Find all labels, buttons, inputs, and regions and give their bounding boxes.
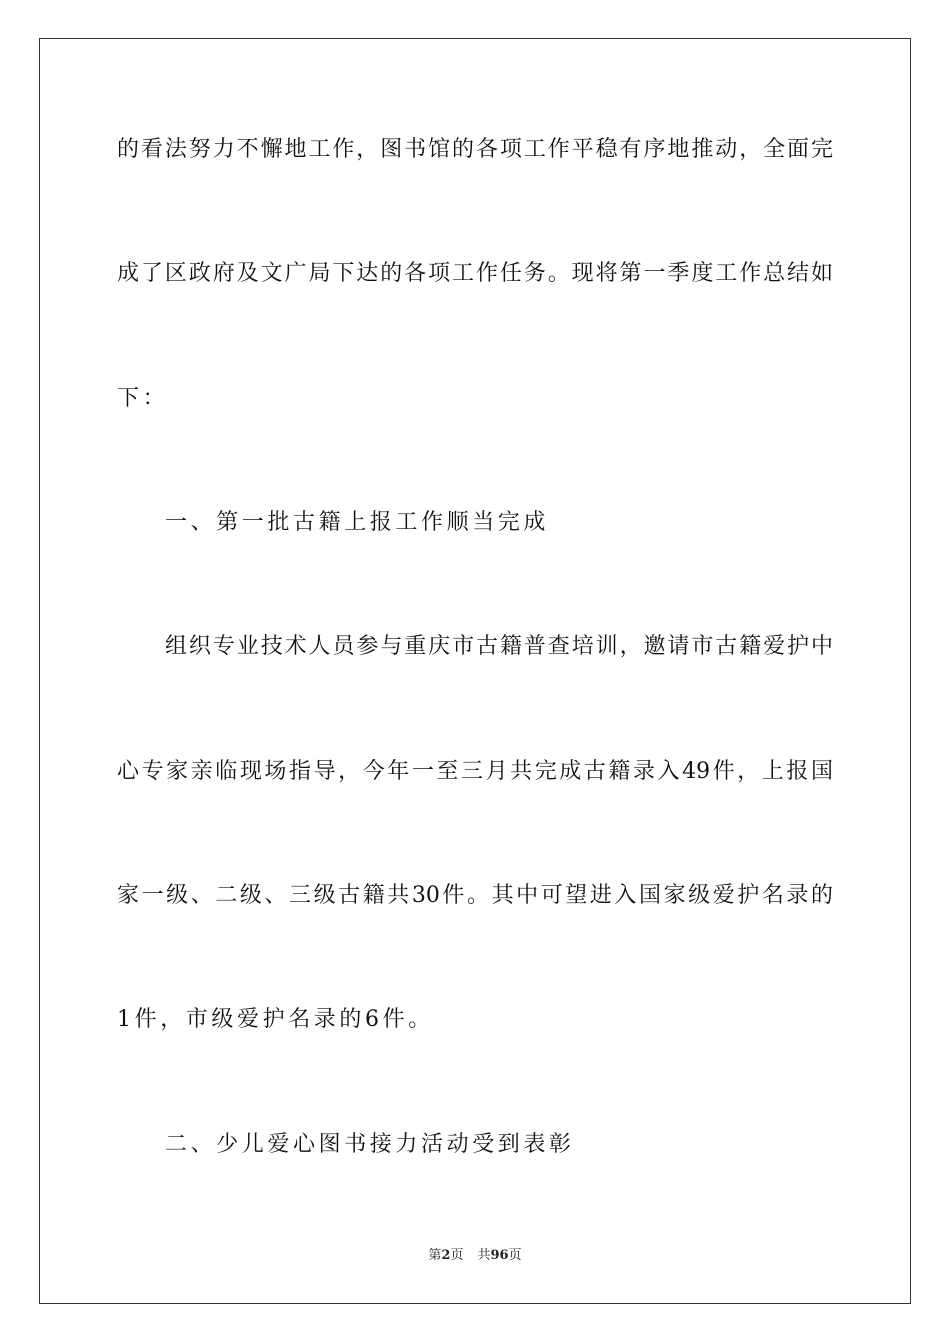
body-line: 1件，市级爱护名录的6件。 bbox=[117, 1007, 434, 1032]
body-line: 心专家亲临现场指导，今年一至三月共完成古籍录入49件，上报国 bbox=[117, 759, 833, 784]
body-line: 组织专业技术人员参与重庆市古籍普查培训，邀请市古籍爱护中 bbox=[165, 634, 833, 659]
current-page-number: 2 bbox=[441, 1248, 451, 1263]
page-prefix: 第 bbox=[428, 1248, 442, 1263]
body-line: 下： bbox=[117, 386, 169, 411]
total-suffix: 页 bbox=[508, 1248, 522, 1263]
body-line: 家一级、二级、三级古籍共30件。其中可望进入国家级爱护名录的 bbox=[117, 883, 833, 908]
section-heading: 二、少儿爱心图书接力活动受到表彰 bbox=[165, 1132, 575, 1157]
page-suffix: 页 bbox=[450, 1248, 464, 1263]
body-line: 成了区政府及文广局下达的各项工作任务。现将第一季度工作总结如 bbox=[117, 261, 833, 286]
total-page-number: 96 bbox=[490, 1248, 509, 1263]
section-heading: 一、第一批古籍上报工作顺当完成 bbox=[165, 510, 550, 535]
total-prefix: 共 bbox=[477, 1248, 491, 1263]
page-footer bbox=[0, 1247, 950, 1265]
page-border bbox=[39, 38, 911, 1304]
body-line: 的看法努力不懈地工作，图书馆的各项工作平稳有序地推动，全面完 bbox=[117, 137, 833, 162]
